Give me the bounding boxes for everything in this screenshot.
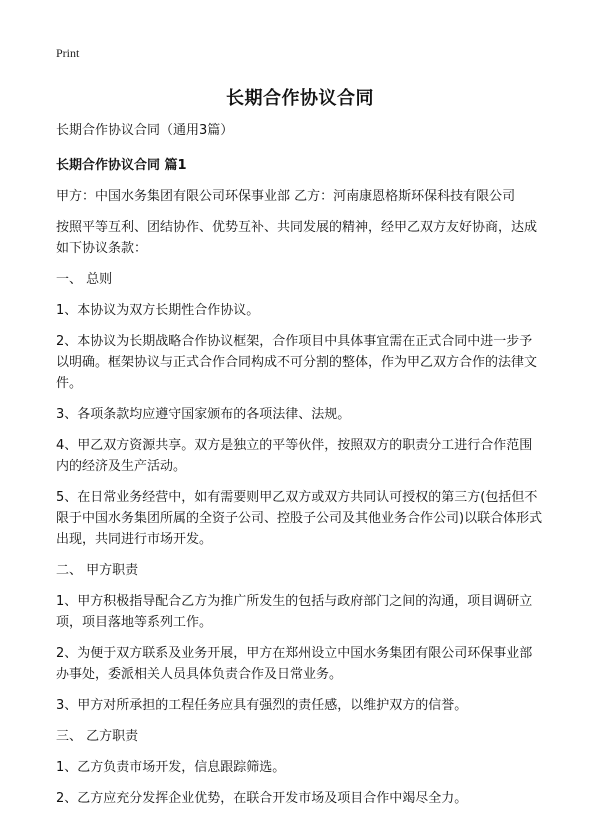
clause-general-5: 5、在日常业务经营中，如有需要则甲乙双方或双方共同认可授权的第三方(包括但不限于中国水务集团所属的全资子公司、控股子公司及其他业务合作公司)以联合体形式出现，共同进行市场开发。 [56,490,543,547]
section-heading-party-a: 二、 甲方职责 [56,563,139,578]
clause-general-3: 3、各项条款均应遵守国家颁布的各项法律、法规。 [56,407,351,422]
intro-paragraph: 按照平等互利、团结协作、优势互补、共同发展的精神，经甲乙双方友好协商，达成如下协议条款： [56,220,538,256]
section-heading-general: 一、 总则 [56,272,113,287]
print-link[interactable]: Print [56,46,80,60]
part-title: 长期合作协议合同 篇1 [56,158,187,173]
clause-party-b-2: 2、乙方应充分发挥企业优势，在联合开发市场及项目合作中竭尽全力。 [56,791,468,806]
clause-party-b-1: 1、乙方负责市场开发，信息跟踪筛选。 [56,760,286,775]
document-subtitle: 长期合作协议合同（通用3篇） [56,123,234,138]
clause-general-1: 1、本协议为双方长期性合作协议。 [56,303,260,318]
clause-party-a-2: 2、为便于双方联系及业务开展，甲方在郑州设立中国水务集团有限公司环保事业部办事处，委派相关人员具体负责合作及日常业务。 [56,646,533,682]
clause-general-2: 2、本协议为长期战略合作协议框架，合作项目中具体事宜需在正式合同中进一步予以明确。框架协议与正式合作合同构成不可分割的整体，作为甲乙双方合作的法律文件。 [56,334,538,391]
clause-party-a-1: 1、甲方积极指导配合乙方为推广所发生的包括与政府部门之间的沟通，项目调研立项，项目落地等系列工作。 [56,594,533,630]
clause-general-4: 4、甲乙双方资源共享。双方是独立的平等伙伴，按照双方的职责分工进行合作范围内的经济及生产活动。 [56,438,533,474]
clause-party-a-3: 3、甲方对所承担的工程任务应具有强烈的责任感，以维护双方的信誉。 [56,698,468,713]
document-title: 长期合作协议合同 [226,88,374,109]
section-heading-party-b: 三、 乙方职责 [56,729,139,744]
document-body [56,120,544,819]
parties-line: 甲方：中国水务集团有限公司环保事业部 乙方：河南康恩格斯环保科技有限公司 [56,189,516,204]
